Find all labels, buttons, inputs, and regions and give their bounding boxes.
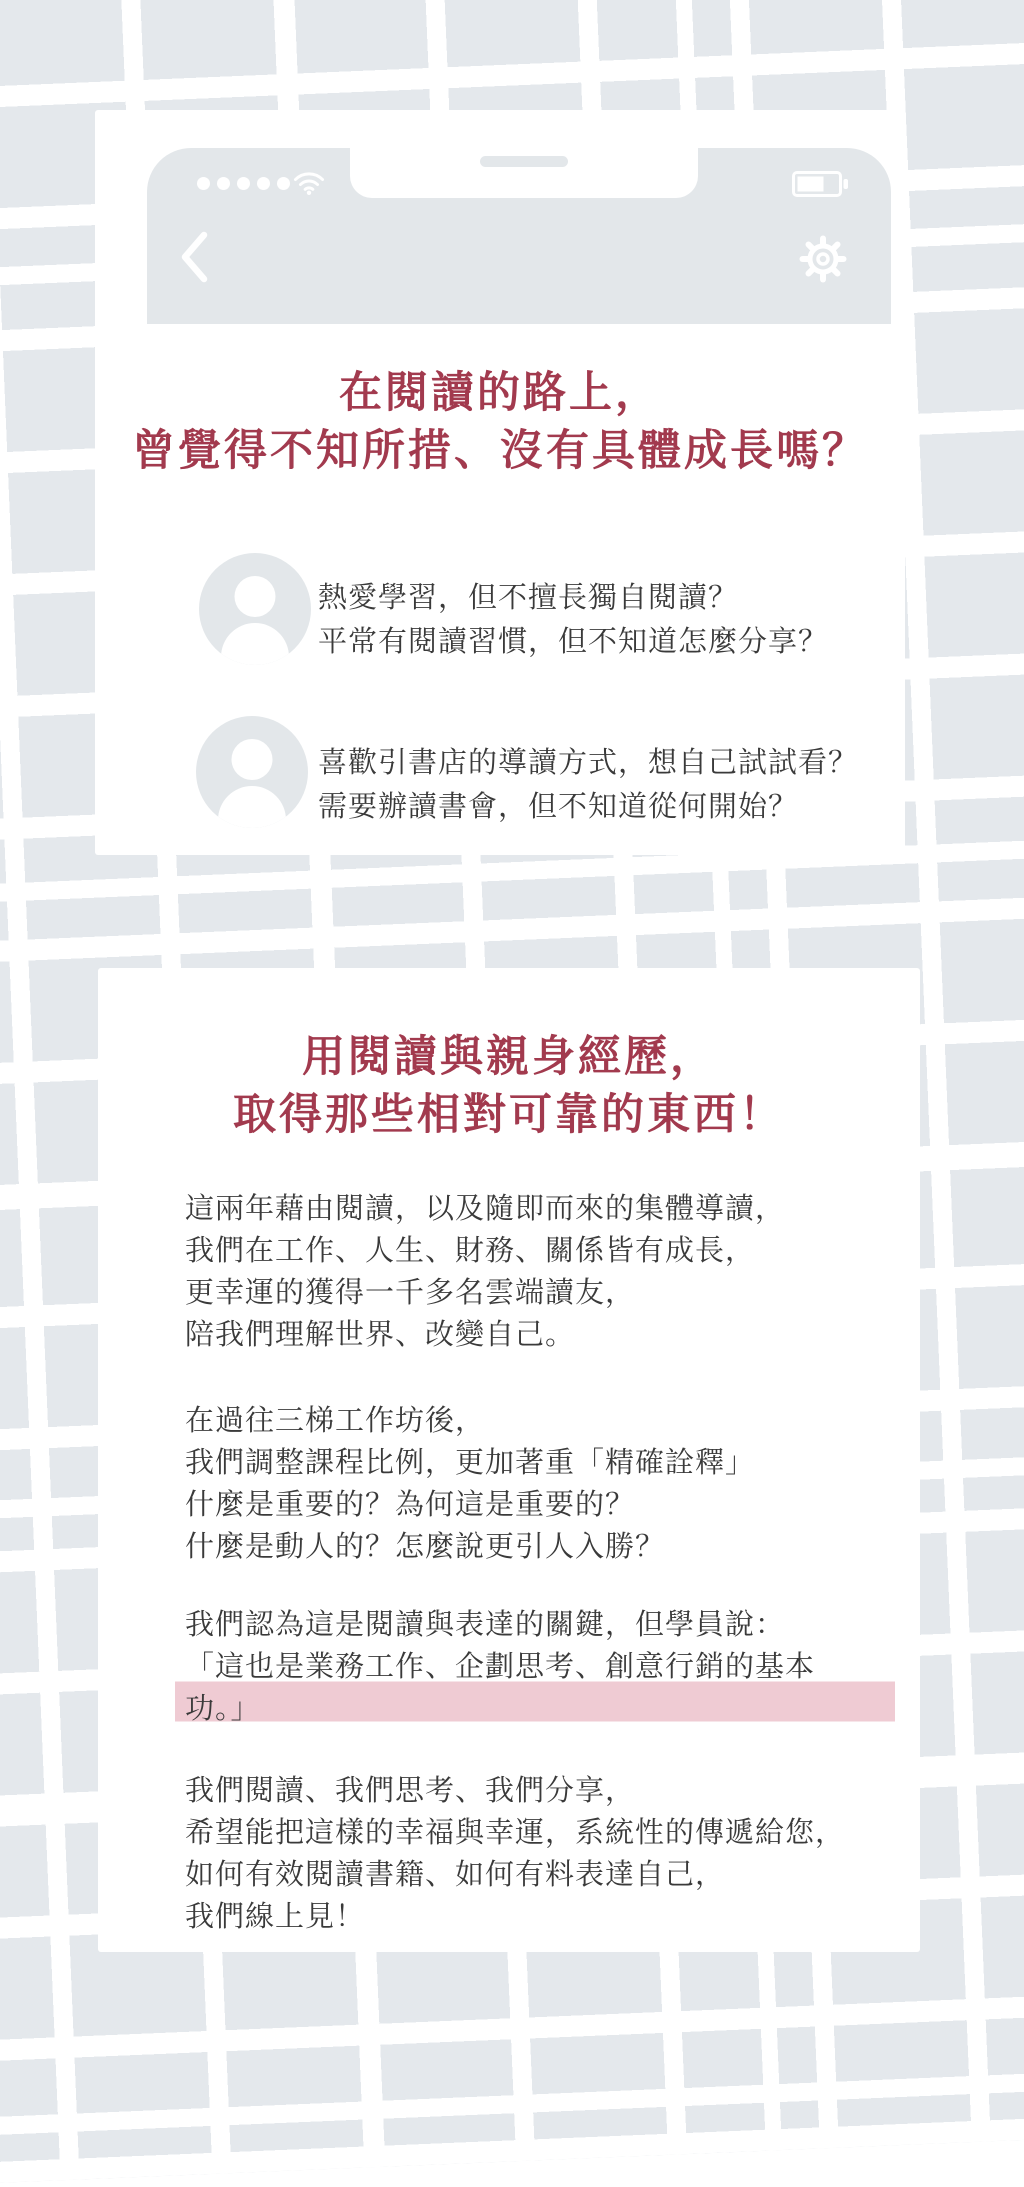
story-line: 我們線上見！ bbox=[185, 1901, 366, 1933]
pain-point-item bbox=[318, 576, 828, 664]
story-line: 更幸運的獲得一千多名雲端讀友， bbox=[185, 1277, 636, 1309]
phone-header bbox=[147, 148, 891, 324]
story-heading-line1: 用閱讀與親身經歷， bbox=[302, 1033, 716, 1081]
battery-icon bbox=[792, 171, 849, 198]
story-paragraph bbox=[185, 1604, 895, 1730]
pain-point-line: 熱愛學習，但不擅長獨自閱讀？ bbox=[318, 582, 739, 614]
intro-heading bbox=[95, 364, 905, 480]
story-paragraph bbox=[185, 1400, 895, 1568]
story-line-highlighted: 「這也是業務工作、企劃思考、創意行銷的基本功。」 bbox=[175, 1646, 895, 1730]
intro-heading-line1: 在閱讀的路上， bbox=[339, 369, 661, 417]
story-line: 我們閱讀、我們思考、我們分享， bbox=[185, 1775, 636, 1807]
story-text-column bbox=[185, 1188, 895, 1938]
person-avatar-icon bbox=[199, 553, 311, 665]
story-line: 陪我們理解世界、改變自己。 bbox=[185, 1319, 576, 1351]
intro-card bbox=[95, 110, 905, 855]
story-line: 什麼是動人的？怎麼說更引人入勝？ bbox=[185, 1531, 666, 1563]
chevron-left-icon bbox=[180, 231, 208, 283]
story-line: 在過往三梯工作坊後， bbox=[185, 1405, 486, 1437]
story-line: 我們在工作、人生、財務、關係皆有成長， bbox=[185, 1235, 756, 1267]
wifi-icon bbox=[293, 169, 325, 196]
story-paragraph bbox=[185, 1770, 895, 1938]
phone-notch bbox=[350, 148, 698, 198]
story-line: 希望能把這樣的幸福與幸運，系統性的傳遞給您， bbox=[185, 1817, 846, 1849]
pain-point-line: 需要辦讀書會，但不知道從何開始？ bbox=[318, 791, 799, 823]
settings-button[interactable] bbox=[799, 235, 847, 283]
story-line: 什麼是重要的？為何這是重要的？ bbox=[185, 1489, 636, 1521]
story-paragraph bbox=[185, 1188, 895, 1356]
pain-point-line: 平常有閱讀習慣，但不知道怎麼分享？ bbox=[318, 626, 829, 658]
person-avatar-icon bbox=[196, 716, 308, 828]
story-line: 這兩年藉由閱讀，以及隨即而來的集體導讀， bbox=[185, 1193, 786, 1225]
story-heading bbox=[98, 1028, 920, 1144]
signal-dots-icon bbox=[197, 177, 290, 190]
story-line: 我們認為這是閱讀與表達的關鍵，但學員說： bbox=[185, 1609, 786, 1641]
story-line: 我們調整課程比例，更加著重「精確詮釋」 bbox=[185, 1447, 756, 1479]
story-line: 如何有效閱讀書籍、如何有料表達自己， bbox=[185, 1859, 726, 1891]
story-card bbox=[98, 968, 920, 1952]
gear-icon bbox=[799, 235, 847, 283]
intro-heading-line2: 曾覺得不知所措、沒有具體成長嗎？ bbox=[132, 427, 868, 475]
back-button[interactable] bbox=[180, 231, 208, 283]
story-heading-line2: 取得那些相對可靠的東西！ bbox=[233, 1091, 785, 1139]
pain-point-item bbox=[318, 741, 858, 829]
phone-speaker bbox=[480, 156, 568, 167]
pain-point-line: 喜歡引書店的導讀方式，想自己試試看？ bbox=[318, 747, 859, 779]
